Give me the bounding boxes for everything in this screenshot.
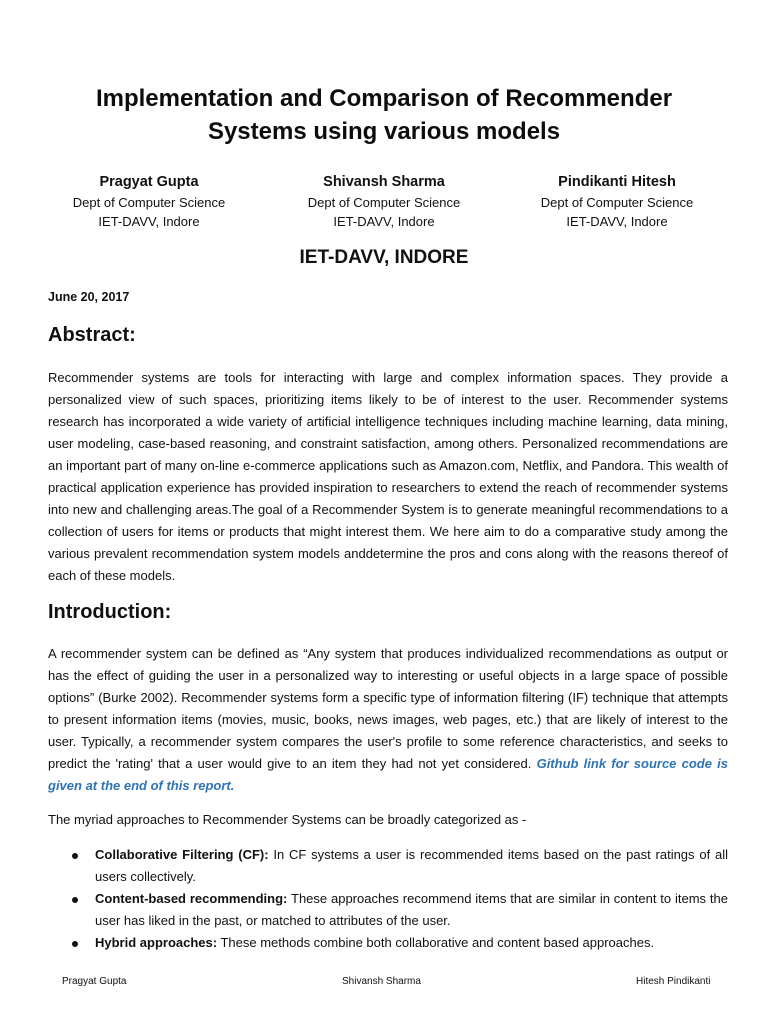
author-1 <box>34 172 264 231</box>
author-inst: IET-DAVV, Indore <box>566 214 668 229</box>
author-inst: IET-DAVV, Indore <box>333 214 435 229</box>
footer-center: Shivansh Sharma <box>342 976 421 987</box>
author-dept: Dept of Computer Science <box>307 195 461 210</box>
bullet-term: Hybrid approaches: <box>95 935 218 950</box>
github-link[interactable]: Github link for source code is given at the end of this report. <box>48 756 729 793</box>
approaches-list <box>68 844 728 954</box>
author-dept: Dept of Computer Science <box>540 195 694 210</box>
footer-left: Pragyat Gupta <box>62 976 127 987</box>
institution-heading: IET-DAVV, INDORE <box>299 247 469 268</box>
bullet-text: In CF systems a user is recommended items based on the past ratings of all users collectively. <box>95 847 729 884</box>
author-name: Pragyat Gupta <box>99 174 199 190</box>
bullet-icon <box>72 853 78 859</box>
author-name: Pindikanti Hitesh <box>558 174 676 190</box>
bullet-term: Content-based recommending: <box>95 891 288 906</box>
abstract-heading: Abstract: <box>48 324 136 346</box>
footer-right: Hitesh Pindikanti <box>636 976 711 987</box>
bullet-icon <box>72 941 78 947</box>
bullet-text: These methods combine both collaborative and content based approaches. <box>217 935 655 950</box>
abstract-text: Recommender systems are tools for interacting with large and complex information spaces. They provide a personalized view of such spaces, prioritizing items likely to be of interest to the user. Recommender systems research has incorporated a wide variety of artificial intelligence techniques including machine learning, data mining, user modeling, case-based reasoning, and constraint satisfaction, among others. Personalized recommendations are an important part of many on-line e-commerce applications such as Amazon.com, Netflix, and Pandora. This wealth of practical application experience has provided inspiration to researchers to extend the reach of recommender systems into new and challenging areas.The goal of a Recommender System is to generate meaningful recommendations to a collection of users for items or products that might interest them. We here aim to do a comparative study among the various prevalent recommendation system models anddetermine the pros and cons along with the reasons thereof of each of these models. <box>48 370 728 583</box>
approaches-intro: The myriad approaches to Recommender Systems can be broadly categorized as - <box>48 812 527 827</box>
author-name: Shivansh Sharma <box>323 174 445 190</box>
bullet-text: These approaches recommend items that are similar in content to items the user has liked in the past, or matched to attributes of the user. <box>95 891 728 928</box>
list-item <box>68 844 728 888</box>
author-3 <box>502 172 732 231</box>
bullet-term: Collaborative Filtering (CF): <box>95 847 269 862</box>
paper-title: Implementation and Comparison of Recommender Systems using various models <box>95 85 673 145</box>
author-inst: IET-DAVV, Indore <box>98 214 200 229</box>
list-item <box>68 932 728 954</box>
author-2 <box>269 172 499 231</box>
paper-date: June 20, 2017 <box>48 290 130 304</box>
list-item <box>68 888 728 932</box>
bullet-icon <box>72 897 78 903</box>
introduction-text <box>48 643 728 797</box>
introduction-body: A recommender system can be defined as “Any system that produces individualized recommendations as output or has the effect of guiding the user in a personalized way to interesting or useful objects in a large space of possible options” (Burke 2002). Recommender systems form a specific type of information filtering (IF) technique that attempts to present information items (movies, music, books, news images, web pages, etc.) that are likely of interest to the user. Typically, a recommender system compares the user's profile to some reference characteristics, and seeks to predict the 'rating' that a user would give to an item they had not yet considered. <box>48 646 728 771</box>
author-dept: Dept of Computer Science <box>72 195 226 210</box>
introduction-heading: Introduction: <box>48 601 172 623</box>
